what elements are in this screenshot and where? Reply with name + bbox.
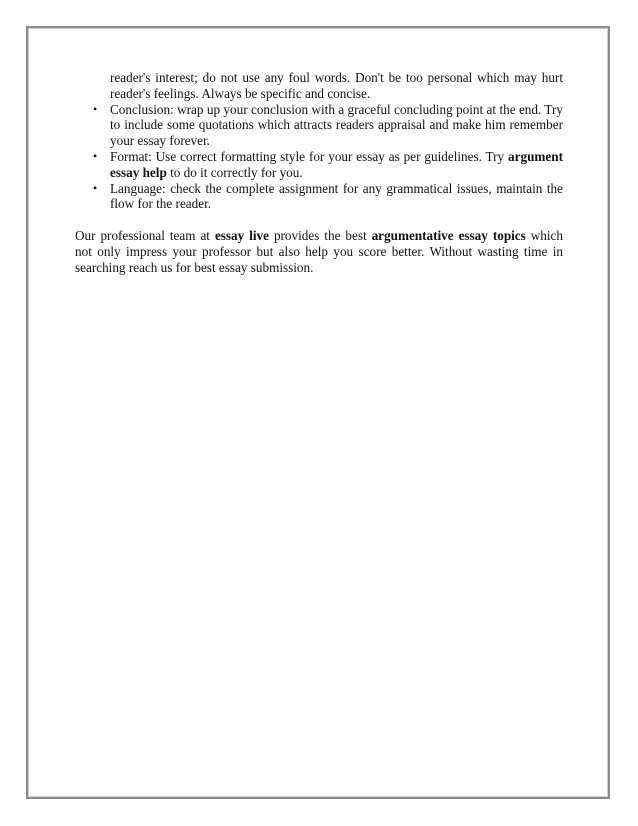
argumentative-essay-topics-link[interactable]: argumentative essay topics	[371, 228, 526, 244]
closing-text-3: which not only impress your professor but also help you score better. Without wasting time in searching reach us for best essay submission.	[75, 228, 563, 275]
bullet-text-language: Language: check the complete assignment for any grammatical issues, maintain the flow for the reader.	[110, 180, 563, 212]
document-body	[75, 70, 563, 276]
continued-paragraph: reader's interest; do not use any foul words. Don't be too personal which may hurt reader's feelings. Always be specific and concise.	[110, 70, 563, 101]
bullet-list	[75, 102, 563, 213]
closing-paragraph	[75, 228, 563, 275]
closing-text-2: provides the best	[268, 228, 372, 244]
closing-text-1: Our professional team at	[75, 228, 215, 244]
bullet-icon: •	[93, 180, 98, 195]
list-item	[75, 181, 563, 213]
bullet-text-format-post: to do it correctly for you.	[166, 164, 303, 180]
bullet-text-conclusion: Conclusion: wrap up your conclusion with a graceful concluding point at the end. Try to include some quotations which attracts readers appraisal and make him remember your essay forever.	[110, 101, 563, 149]
bullet-icon: •	[93, 148, 98, 163]
list-item	[75, 102, 563, 149]
bullet-icon: •	[93, 101, 98, 116]
bullet-text-format-pre: Format: Use correct formatting style for your essay as per guidelines. Try	[110, 148, 509, 164]
argument-essay-help-link[interactable]: argument essay help	[110, 148, 563, 180]
list-item	[75, 149, 563, 181]
essay-live-link[interactable]: essay live	[214, 228, 269, 244]
